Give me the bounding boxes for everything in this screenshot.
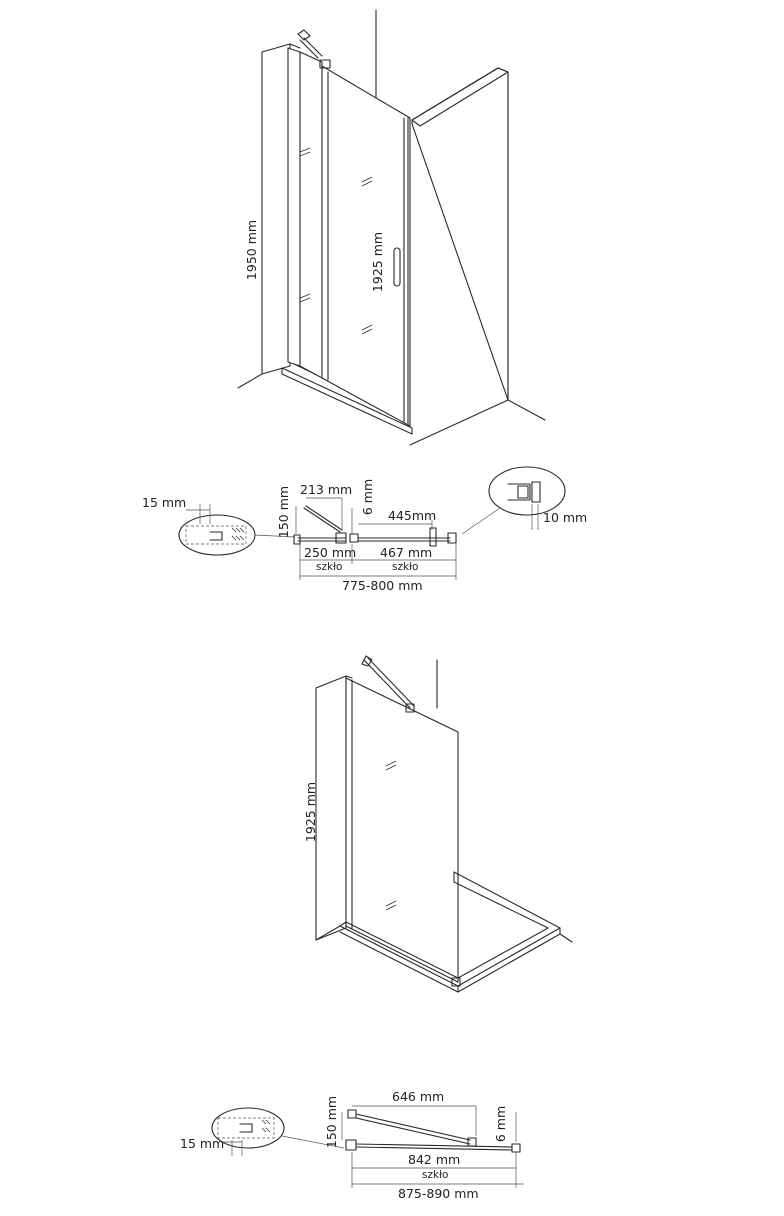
fixed-glass-profile xyxy=(288,48,300,366)
walkin-wall-offset-label: 15 mm xyxy=(180,1136,225,1151)
detail-circle-left xyxy=(179,515,255,555)
plan-walkin-top-view xyxy=(180,1089,524,1201)
walkin-glass-plan xyxy=(356,1144,512,1147)
left-wall-base xyxy=(238,374,262,388)
total-width-label: 775-800 mm xyxy=(342,578,423,593)
walkin-end-profile xyxy=(512,1144,520,1152)
panel-height-label: 1925 mm xyxy=(303,781,318,843)
detail-left-profile xyxy=(210,532,222,540)
walkin-brace-2 xyxy=(356,1118,470,1144)
left-wall-face xyxy=(262,44,290,374)
glass-gap-label: 6 mm xyxy=(360,478,375,516)
walkin-brace-offset-label: 150 mm xyxy=(324,1095,339,1149)
brace-plan-2 xyxy=(306,506,342,530)
walkin-brace-wall xyxy=(348,1110,356,1118)
height-total-label: 1950 mm xyxy=(244,219,259,281)
detail-walkin-profile xyxy=(240,1124,252,1132)
door-glass-label: 467 mm xyxy=(380,545,433,560)
brace-length-label: 213 mm xyxy=(300,482,353,497)
door-width-label: 445mm xyxy=(388,508,437,523)
detail-right-leader xyxy=(462,508,500,534)
plan-door-top-view xyxy=(142,467,587,593)
walk-in-glass-panel xyxy=(346,678,458,982)
detail-walkin-wall xyxy=(218,1118,274,1138)
detail-right-inner xyxy=(518,486,528,498)
hinge-plan xyxy=(350,534,358,542)
left-wall-top xyxy=(290,44,300,48)
fixed-glass-panel xyxy=(300,52,322,378)
right-wall-base-line xyxy=(508,400,545,420)
door-glass-szklo-label: szkło xyxy=(392,561,419,573)
detail-left-hatch xyxy=(232,528,244,540)
wall-offset-label: 15 mm xyxy=(142,495,187,510)
door-glass-panel xyxy=(322,66,410,426)
diagram-door-3d xyxy=(238,10,545,445)
walkin-brace xyxy=(356,1114,470,1140)
height-door-label: 1925 mm xyxy=(370,231,385,293)
walkin-brace-clamp xyxy=(468,1138,476,1146)
walkin-glass-plan-2 xyxy=(356,1147,512,1150)
left-wall-top-2 xyxy=(346,676,352,678)
brace-plan xyxy=(304,508,340,532)
detail-circle-right xyxy=(489,467,565,515)
wall-profile-plan xyxy=(294,535,300,544)
diagram-panel-3d xyxy=(303,656,572,992)
profile-offset-label: 10 mm xyxy=(543,510,588,525)
walkin-total-width-label: 875-890 mm xyxy=(398,1186,479,1201)
handle-plan xyxy=(430,528,436,546)
walkin-wall-profile xyxy=(346,1140,356,1150)
brace-offset-label: 150 mm xyxy=(276,485,291,539)
walkin-glass-szklo-label: szkło xyxy=(422,1169,449,1181)
floor-line-left xyxy=(316,926,340,940)
walkin-glass-width-label: 842 mm xyxy=(408,1152,461,1167)
detail-right-seal xyxy=(532,482,540,502)
right-wall-top xyxy=(412,68,508,400)
fixed-glass-szklo-label: szkło xyxy=(316,561,343,573)
floor-line xyxy=(410,400,508,445)
walkin-brace-length-label: 646 mm xyxy=(392,1089,445,1104)
walkin-glass-gap-label: 6 mm xyxy=(493,1105,508,1143)
detail-walkin-hatch xyxy=(262,1120,270,1132)
tray-front-edge xyxy=(458,934,560,992)
left-wall-2 xyxy=(316,676,346,940)
floor-line-right xyxy=(560,934,572,942)
fixed-glass-label: 250 mm xyxy=(304,545,357,560)
